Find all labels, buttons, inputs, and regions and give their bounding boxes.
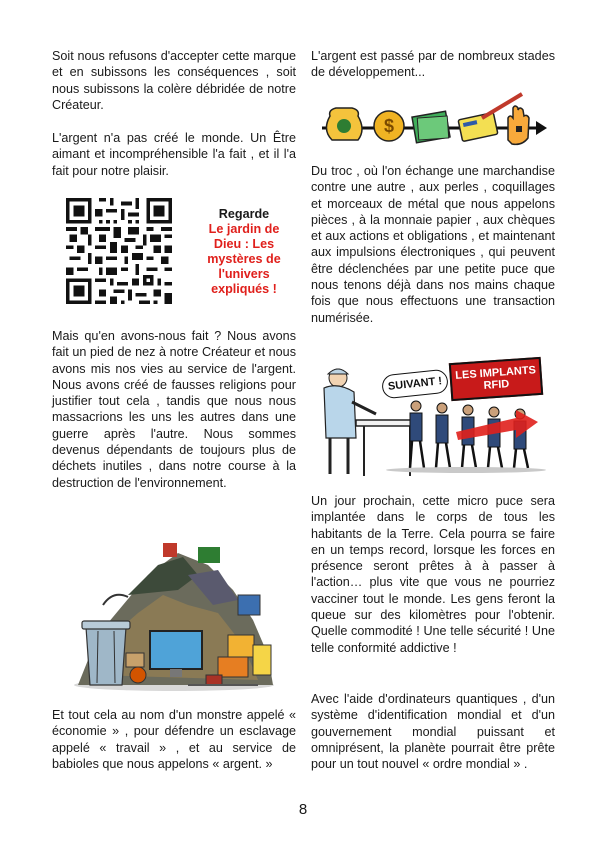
left-paragraph-1: Soit nous refusons d'accepter cette marque et en subissons les conséquences , soit nous subissons la colère débridée de notre Créateur. [52,49,296,112]
money-evolution-illustration [322,90,547,152]
qr-caption [198,207,290,297]
garbage-pile-illustration [68,535,280,693]
left-paragraph-4: Et tout cela au nom d'un monstre appelé « économie » , pour défendre un esclavage appelé « travail » , et au service de babioles que nous appelons « argent. » [52,708,296,771]
qr-code-icon[interactable] [66,198,172,304]
page-number: 8 [298,801,308,818]
qr-caption-link[interactable]: Le jardin de Dieu : Les mystères de l'univers expliqués ! [207,222,281,296]
qr-caption-title: Regarde [218,207,270,221]
left-paragraph-3: Mais qu'en avons-nous fait ? Nous avons fait un pied de nez à notre Créateur et nous avons mis nos vies au service de l'argent. Nous avons créé de fausses religions pour justifier tout cela , tandis que nous nous massacrions les uns les autres dans une guerre après l'autre. Nous sommes devenus dépendants de toujours plus de déchets inutiles , dans notre course à la destruction de l'environnement. [52,329,296,490]
right-paragraph-3: Un jour prochain, cette micro puce sera implantée dans le corps de tous les habitants de la Terre. Cela pourra se faire en un temps record, lorsque les forces en présence seront prêtes à à passer à l'action… plus vite que vous ne pourriez vacciner tout le monde. Les gens feront la queue sur des kilomètres pour l'obtenir. Quelle commodité ! Une telle sécurité ! Une telle conformité addictive ! [311,494,555,655]
rfid-sign-text: LES IMPLANTS RFID [454,364,537,392]
rfid-queue-illustration [316,358,552,480]
rfid-sign [449,357,543,401]
right-paragraph-4: Avec l'aide d'ordinateurs quantiques , d'un système d'identification mondial et d'un gouvernement mondial puissant et omniprésent, la planète pourrait être prête pour un tout nouvel « ordre mondial » . [311,692,555,772]
speech-bubble-text: SUIVANT ! [387,375,443,393]
right-paragraph-2: Du troc , où l'on échange une marchandise contre une autre , aux perles , coquillages et morceaux de métal que nous appelons pièces , à la monnaie papier , aux chèques et aux actions et obligations , et maintenant aux impulsions électroniques , qui peuvent être déclenchées par une petite puce que nous tenons déjà dans nos mains chaque fois que nous effectuons une transaction numérisée. [311,164,555,325]
svg-text:$: $ [383,116,395,136]
left-paragraph-2: L'argent n'a pas créé le monde. Un Être aimant et incompréhensible l'a fait , et il l'a fait pour notre plaisir. [52,131,296,178]
qr-block [66,198,296,308]
right-paragraph-1: L'argent est passé par de nombreux stades de développement... [311,49,555,80]
